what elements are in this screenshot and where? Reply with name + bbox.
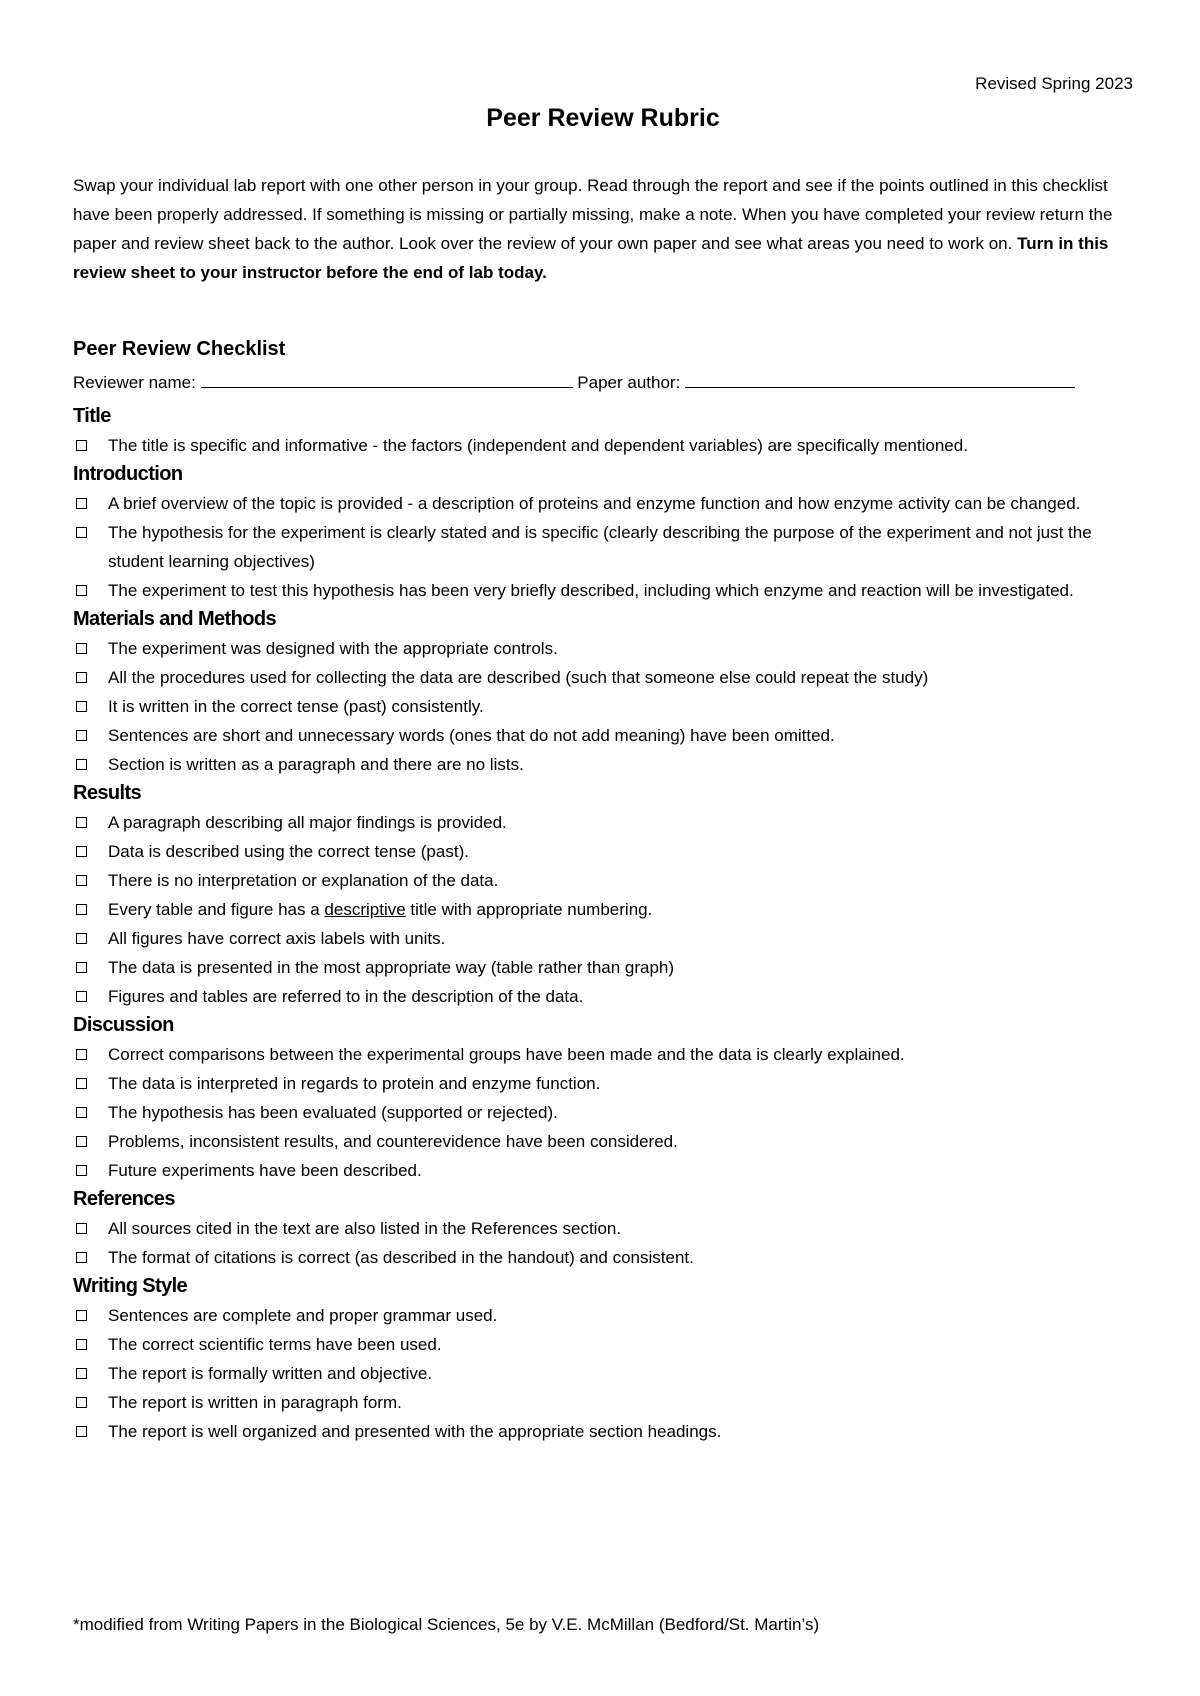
checklist-item	[73, 576, 1135, 605]
instructions-text: Swap your individual lab report with one other person in your group. Read through the report and see if the points outlined in this checklist have been properly addressed. If something is missing or partially missing, make a note. When you have completed your review return the paper and review sheet back to the author. Look over the review of your own paper and see what areas you need to work on.	[73, 176, 1113, 253]
checklist-item-text: Sentences are complete and proper grammar used.	[108, 1306, 498, 1325]
paper-author-label: Paper author:	[577, 373, 681, 392]
checklist-item	[73, 1098, 1135, 1127]
paper-author-field[interactable]	[685, 371, 1075, 388]
reviewer-name-field[interactable]	[201, 371, 573, 388]
checklist-item-text: Sentences are short and unnecessary words (ones that do not add meaning) have been omitted.	[108, 726, 835, 745]
checkbox[interactable]	[76, 672, 87, 683]
checkbox[interactable]	[76, 933, 87, 944]
section-heading: Discussion	[73, 1014, 174, 1036]
checklist-section	[73, 605, 1135, 779]
checklist-section	[73, 1272, 1135, 1446]
checkbox[interactable]	[76, 1107, 87, 1118]
checklist-item-text: Data is described using the correct tense (past).	[108, 842, 469, 861]
checklist-item-text: All the procedures used for collecting the data are described (such that someone else could repeat the study)	[108, 668, 929, 687]
checklist-item	[73, 663, 1135, 692]
checklist-item	[73, 750, 1135, 779]
checklist-section	[73, 1011, 1135, 1185]
checklist-item	[73, 1359, 1135, 1388]
checklist-title: Peer Review Checklist	[73, 338, 286, 360]
instructions-bold-text: Turn in this review sheet to your instructor before the end of lab today.	[73, 234, 1109, 282]
checkbox[interactable]	[76, 759, 87, 770]
checklist-item-text: A paragraph describing all major findings is provided.	[108, 813, 507, 832]
checkbox[interactable]	[76, 875, 87, 886]
checklist-item-text: The format of citations is correct (as described in the handout) and consistent.	[108, 1248, 694, 1267]
checkbox[interactable]	[76, 440, 87, 451]
section-heading: References	[73, 1188, 175, 1210]
checklist-section	[73, 779, 1135, 1011]
checklist-item-text: Figures and tables are referred to in the description of the data.	[108, 987, 584, 1006]
checklist-item-text: There is no interpretation or explanation of the data.	[108, 871, 499, 890]
section-heading: Materials and Methods	[73, 608, 276, 630]
checklist-item-text: The report is formally written and objective.	[108, 1364, 433, 1383]
section-heading: Writing Style	[73, 1275, 188, 1297]
checklist-item-text: Correct comparisons between the experimental groups have been made and the data is clearly explained.	[108, 1045, 905, 1064]
checklist-item-text: The experiment to test this hypothesis has been very briefly described, including which enzyme and reaction will be investigated.	[108, 581, 1074, 600]
checkbox[interactable]	[76, 1310, 87, 1321]
checklist-item-text: It is written in the correct tense (past) consistently.	[108, 697, 484, 716]
checklist-item	[73, 1214, 1135, 1243]
checklist-item-text: The experiment was designed with the appropriate controls.	[108, 639, 558, 658]
checkbox[interactable]	[76, 1426, 87, 1437]
name-fields-row	[73, 371, 1135, 393]
checklist-item	[73, 1330, 1135, 1359]
checkbox[interactable]	[76, 846, 87, 857]
checklist-item	[73, 1301, 1135, 1330]
checkbox[interactable]	[76, 1136, 87, 1147]
checklist-item	[73, 1388, 1135, 1417]
checklist-item	[73, 895, 1135, 924]
checkbox[interactable]	[76, 730, 87, 741]
instructions-paragraph	[73, 171, 1135, 287]
checkbox[interactable]	[76, 701, 87, 712]
checklist-item-text: The data is interpreted in regards to protein and enzyme function.	[108, 1074, 601, 1093]
checklist-item	[73, 692, 1135, 721]
checklist-item-text: The data is presented in the most appropriate way (table rather than graph)	[108, 958, 675, 977]
checklist-item-text: A brief overview of the topic is provided - a description of proteins and enzyme function and how enzyme activity can be changed.	[108, 494, 1081, 513]
checkbox[interactable]	[76, 1223, 87, 1234]
checklist-item-text: The report is well organized and presented with the appropriate section headings.	[108, 1422, 722, 1441]
section-heading: Introduction	[73, 463, 183, 485]
checklist-item-text: title with appropriate numbering.	[405, 900, 653, 919]
checklist-item	[73, 721, 1135, 750]
checkbox[interactable]	[76, 643, 87, 654]
section-heading: Results	[73, 782, 142, 804]
checkbox[interactable]	[76, 585, 87, 596]
checklist-item	[73, 1417, 1135, 1446]
checklist-item	[73, 1156, 1135, 1185]
checklist-item	[73, 982, 1135, 1011]
checklist-item	[73, 837, 1135, 866]
checklist-item	[73, 808, 1135, 837]
checkbox[interactable]	[76, 1078, 87, 1089]
checkbox[interactable]	[76, 991, 87, 1002]
checklist-item	[73, 431, 1135, 460]
checklist-item	[73, 518, 1135, 576]
checkbox[interactable]	[76, 1165, 87, 1176]
checklist-item-text: The correct scientific terms have been used.	[108, 1335, 442, 1354]
page-title: Peer Review Rubric	[486, 104, 720, 132]
checklist-item-text: Section is written as a paragraph and there are no lists.	[108, 755, 524, 774]
checklist-section	[73, 460, 1135, 605]
checklist-section	[73, 1185, 1135, 1272]
checkbox[interactable]	[76, 1368, 87, 1379]
checklist-item	[73, 489, 1135, 518]
checklist-item-text: The hypothesis has been evaluated (supported or rejected).	[108, 1103, 558, 1122]
checklist-item-text: The title is specific and informative - the factors (independent and dependent variables) are specifically mentioned.	[108, 436, 968, 455]
checkbox[interactable]	[76, 1397, 87, 1408]
checklist-item-text: The report is written in paragraph form.	[108, 1393, 402, 1412]
checklist-item	[73, 1243, 1135, 1272]
checklist-item-text: Every table and figure has a	[108, 900, 325, 919]
checkbox[interactable]	[76, 1049, 87, 1060]
checklist-item	[73, 634, 1135, 663]
checklist-item	[73, 1040, 1135, 1069]
checklist-item-text: All sources cited in the text are also listed in the References section.	[108, 1219, 622, 1238]
checklist-sections	[73, 402, 1135, 1446]
checklist-item	[73, 924, 1135, 953]
revision-date: Revised Spring 2023	[975, 74, 1133, 93]
checkbox[interactable]	[76, 962, 87, 973]
checklist-item	[73, 1127, 1135, 1156]
underlined-text: descriptive	[324, 900, 406, 919]
checkbox[interactable]	[76, 527, 87, 538]
checkbox[interactable]	[76, 817, 87, 828]
reviewer-name-label: Reviewer name:	[73, 373, 196, 392]
checklist-item-text: The hypothesis for the experiment is clearly stated and is specific (clearly describing the purpose of the experiment and not just the student learning objectives)	[108, 523, 1092, 571]
checklist-item	[73, 953, 1135, 982]
checklist-section	[73, 402, 1135, 460]
checklist-item-text: Problems, inconsistent results, and counterevidence have been considered.	[108, 1132, 678, 1151]
checkbox[interactable]	[76, 1252, 87, 1263]
footnote: *modified from Writing Papers in the Biological Sciences, 5e by V.E. McMillan (Bedford/St. Martin’s)	[73, 1615, 820, 1634]
section-heading: Title	[73, 405, 111, 427]
checkbox[interactable]	[76, 1339, 87, 1350]
checklist-item-text: Future experiments have been described.	[108, 1161, 422, 1180]
checklist-item	[73, 1069, 1135, 1098]
checklist-item	[73, 866, 1135, 895]
checkbox[interactable]	[76, 498, 87, 509]
checkbox[interactable]	[76, 904, 87, 915]
checklist-item-text: All figures have correct axis labels with units.	[108, 929, 446, 948]
